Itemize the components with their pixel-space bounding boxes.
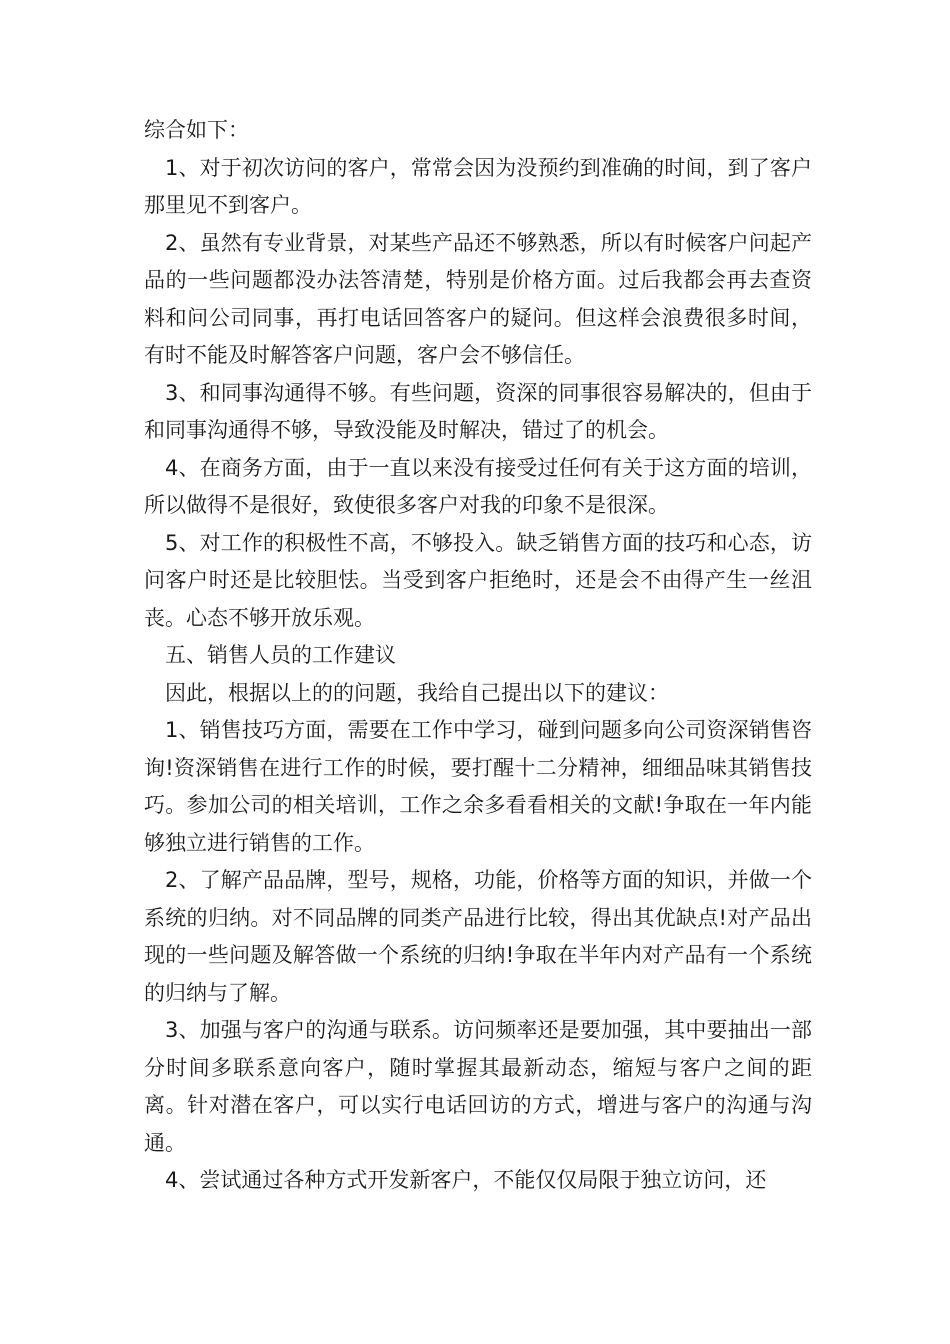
suggestion-item-1: 1、销售技巧方面，需要在工作中学习，碰到问题多向公司资深销售咨询!资深销售在进行工作的时候，要打醒十二分精神，细细品味其销售技巧。参加公司的相关培训，工作之余多看看相关的文献!争取在一年内能够独立进行销售的工作。 <box>144 718 812 855</box>
suggestion-item-4: 4、尝试通过各种方式开发新客户，不能仅仅局限于独立访问，还 <box>165 1168 767 1192</box>
suggestion-item-2: 2、了解产品品牌，型号，规格，功能，价格等方面的知识，并做一个系统的归纳。对不同品牌的同类产品进行比较，得出其优缺点!对产品出现的一些问题及解答做一个系统的归纳!争取在半年内对产品有一个系统的归纳与了解。 <box>144 868 812 1005</box>
problem-item-1: 1、对于初次访问的客户，常常会因为没预约到准确的时间，到了客户那里见不到客户。 <box>144 155 812 217</box>
suggestion-intro: 因此，根据以上的的问题，我给自己提出以下的建议： <box>165 680 669 705</box>
problem-item-3: 3、和同事沟通得不够。有些问题，资深的同事很容易解决的，但由于和同事沟通得不够，导致没能及时解决，错过了的机会。 <box>144 380 812 442</box>
problem-item-2: 2、虽然有专业背景，对某些产品还不够熟悉，所以有时候客户问起产品的一些问题都没办法答清楚，特别是价格方面。过后我都会再去查资料和问公司同事，再打电话回答客户的疑问。但这样会浪费很多时间，有时不能及时解答客户问题，客户会不够信任。 <box>144 230 812 367</box>
problem-item-4: 4、在商务方面，由于一直以来没有接受过任何有关于这方面的培训，所以做得不是很好，致使很多客户对我的印象不是很深。 <box>144 455 812 517</box>
problem-item-5: 5、对工作的积极性不高，不够投入。缺乏销售方面的技巧和心态，访问客户时还是比较胆怯。当受到客户拒绝时，还是会不由得产生一丝沮丧。心态不够开放乐观。 <box>144 530 812 630</box>
suggestion-item-3: 3、加强与客户的沟通与联系。访问频率还是要加强，其中要抽出一部分时间多联系意向客户，随时掌握其最新动态，缩短与客户之间的距离。针对潜在客户，可以实行电话回访的方式，增进与客户的沟通与沟通。 <box>144 1018 812 1155</box>
document-body <box>144 112 812 1200</box>
section-heading: 五、销售人员的工作建议 <box>165 643 396 667</box>
intro-line: 综合如下： <box>144 118 249 142</box>
